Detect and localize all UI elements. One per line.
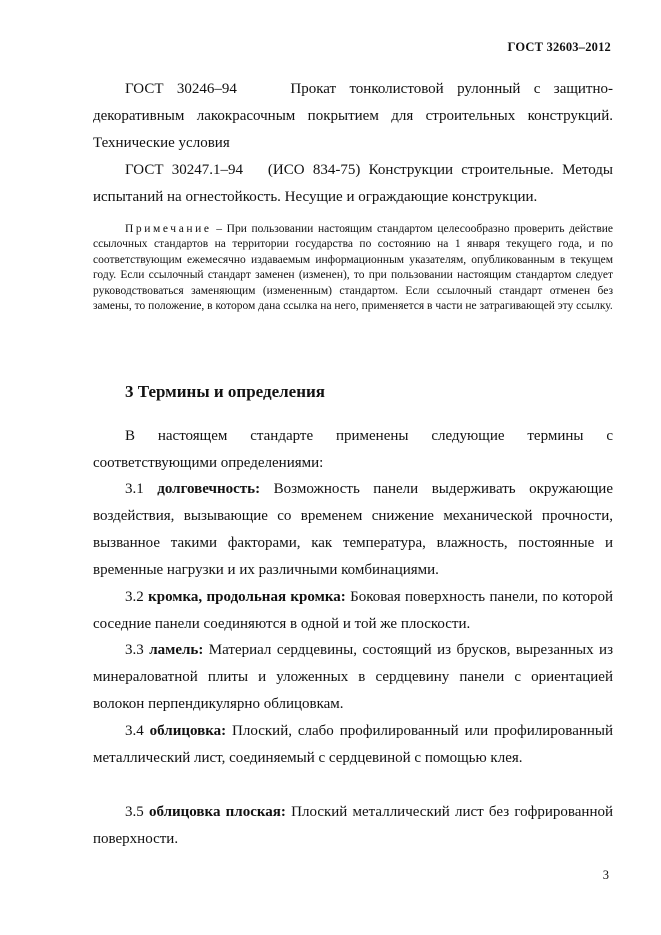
term-text: Возможность панели выдерживать окружающие воздействия, вызывающие со временем снижение механической прочности, вызванное такими факторами, как температура, влажность, постоянные и временные нагрузки и их различными комбинациями. [93, 481, 613, 578]
intro-paragraph: В настоящем стандарте применены следующие термины с соответствующими определениями: [93, 428, 613, 471]
term-text: Плоский, слабо профилированный или профилированный металлический лист, соединяемый с сердцевиной с помощью клея. [93, 723, 614, 766]
term-definition [93, 476, 613, 584]
reference-text: (ИСО 834-75) Конструкции строительные. Методы испытаний на огнестойкость. Несущие и ограждающие конструкции. [93, 162, 614, 205]
note-label: Примечание [125, 223, 212, 235]
reference-text: Прокат тонколистовой рулонный с защитно-декоративным лакокрасочным покрытием для строительных конструкций. Технические условия [93, 81, 614, 151]
term-name: ламель: [149, 642, 204, 658]
term-text: Боковая поверхность панели, по которой соседние панели соединяются в одной и той же плоскости. [93, 589, 614, 632]
term-text: Материал сердцевины, состоящий из брусков, вырезанных из минераловатной плиты и уложенных в сердцевину панели с ориентацией волокон перпендикулярно облицовкам. [93, 642, 614, 712]
term-definition [93, 584, 613, 638]
note-paragraph [93, 222, 613, 314]
term-definition [93, 637, 613, 718]
reference-paragraph [93, 76, 613, 157]
reference-code: ГОСТ 30246–94 [125, 81, 237, 97]
term-name: кромка, продольная кромка: [148, 589, 346, 605]
reference-code: ГОСТ 30247.1–94 [125, 162, 244, 178]
term-definition [93, 799, 613, 853]
term-name: облицовка: [149, 723, 227, 739]
term-name: долговечность: [157, 481, 261, 497]
document-code-header: ГОСТ 32603–2012 [507, 40, 611, 54]
term-name: облицовка плоская: [148, 804, 286, 820]
term-number: 3.5 [125, 804, 144, 820]
section-heading: 3 Термины и определения [125, 382, 326, 401]
note-text: – При пользовании настоящим стандартом целесообразно проверить действие ссылочных стандартов на территории государства по состоянию на 1 января текущего года, и по соответствующим ежемесячно издаваемым информационным указателям, опубликованным в текущем году. Если ссылочный стандарт заменен (изменен), то при пользовании настоящим стандартом следует руководствоваться заменяющим (измененным) стандартом. Если ссылочный стандарт отменен без замены, то положение, в котором дана ссылка на него, применяется в части не затрагивающей эту ссылку. [93, 223, 614, 313]
page-number: 3 [602, 868, 609, 882]
term-text: Плоский металлический лист без гофрированной поверхности. [93, 804, 614, 847]
term-definition [93, 718, 613, 772]
term-number: 3.3 [125, 642, 144, 658]
term-number: 3.4 [125, 723, 144, 739]
term-number: 3.1 [125, 481, 144, 497]
term-number: 3.2 [125, 589, 144, 605]
reference-paragraph [93, 157, 613, 211]
